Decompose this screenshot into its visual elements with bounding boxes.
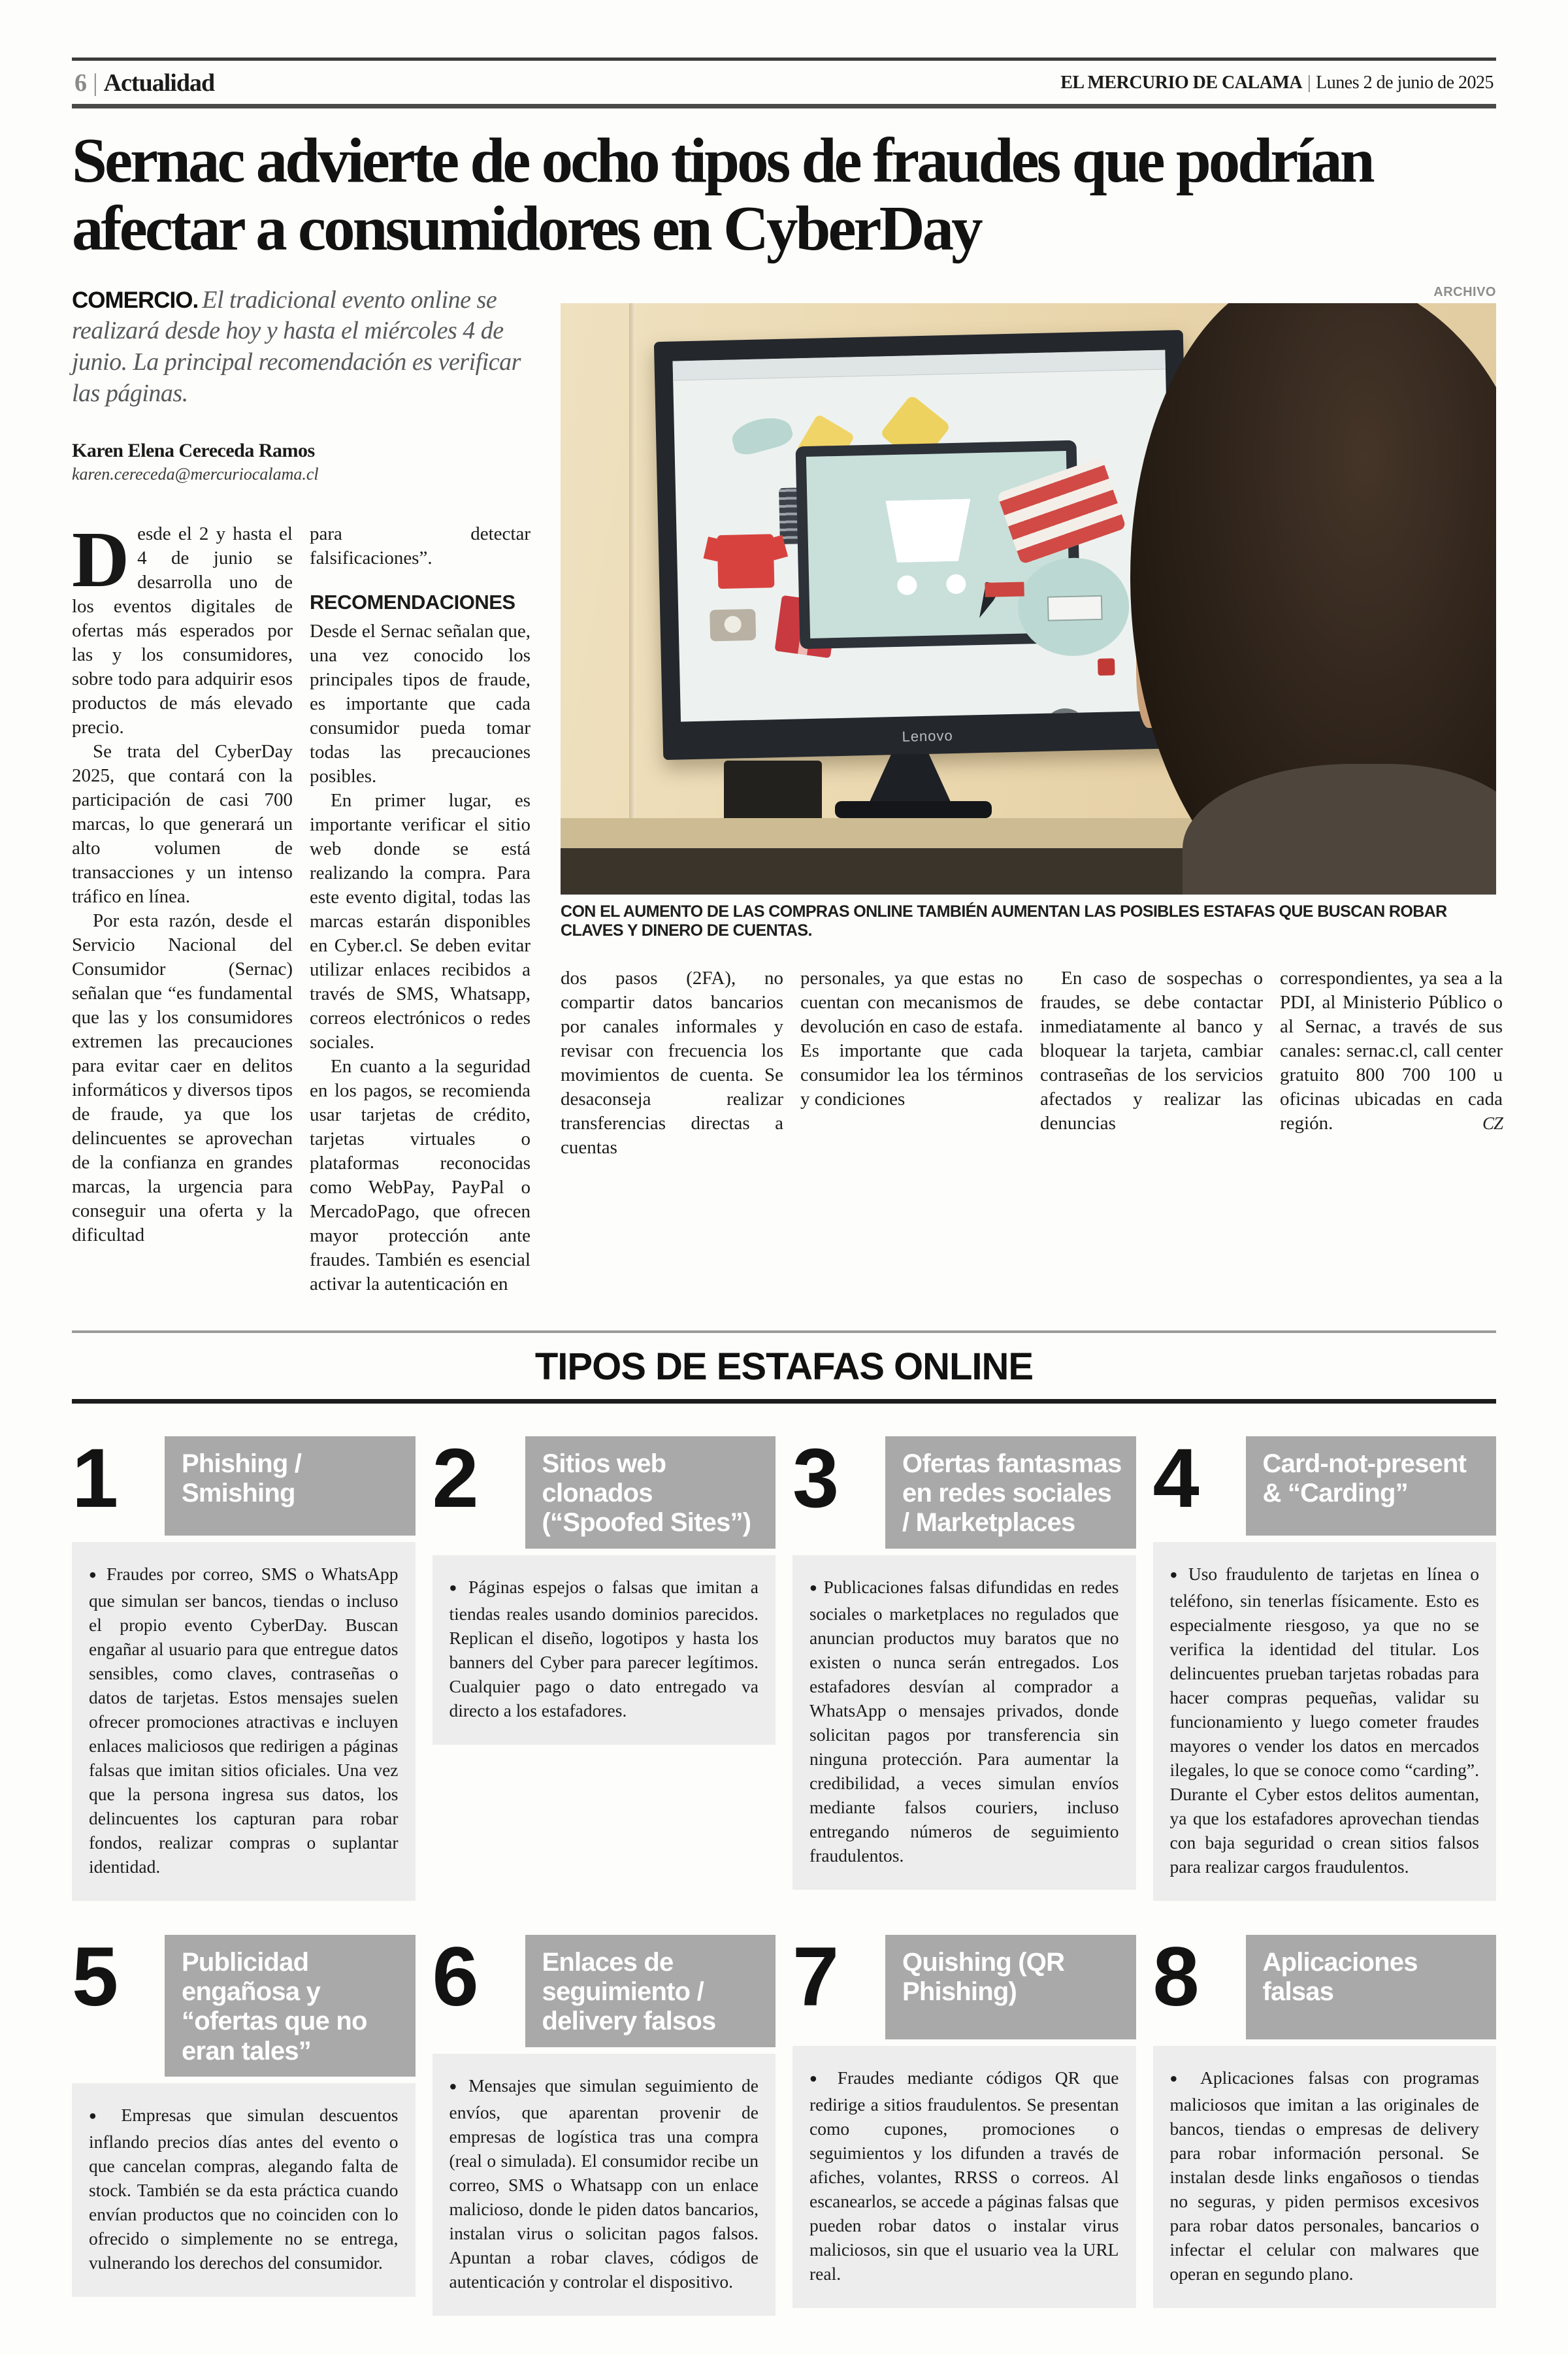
- photo-credit: ARCHIVO: [1433, 284, 1496, 299]
- scam-head: [792, 1930, 1136, 2039]
- edition-date: Lunes 2 de junio de 2025: [1316, 73, 1494, 93]
- sneaker-icon: [728, 412, 794, 458]
- paragraph-text: correspondientes, ya sea a la PDI, al Ministerio Público o al Sernac, a través de sus canales: sernac.cl, call center gratuito 800 700 100 u oficinas ubicadas en cada región.: [1280, 967, 1503, 1134]
- byline-email: karen.cereceda@mercuriocalama.cl: [72, 465, 319, 484]
- drop-cap: D: [72, 516, 130, 604]
- scam-text: ● Empresas que simulan descuentos inflando precios días antes del evento o que cancelan compras, alegando falta de stock. También se da esta práctica cuando envían productos que no coinciden con lo ofrecido o simplemente no se entrega, vulnerando los derechos del consumidor.: [89, 2103, 399, 2275]
- paragraph: Desde el Sernac señalan que, una vez conocido los principales tipos de fraude, es importante que cada consumidor pueda tomar todas las precauciones posibles.: [310, 621, 531, 787]
- camera-icon: [710, 608, 756, 641]
- scam-title: Quishing (QR Phishing): [885, 1935, 1136, 2039]
- text-column-6: [1280, 966, 1503, 1160]
- scam-box-2: [432, 1432, 776, 1901]
- article-bottom-columns: [561, 966, 1503, 1160]
- pc-box: [724, 761, 822, 823]
- scam-text: ● Mensajes que simulan seguimiento de envíos, que aparentan provenir de empresas de logística tras una compra (real o simulada). El consumidor recibe un correo, SMS o Whatsapp con un enlace malicioso, donde le piden datos bancarios, instalan virus o solicitan pagos falsos. Apuntan a robar claves, códigos de autenticación y controlar el dispositivo.: [449, 2073, 759, 2294]
- byline: Karen Elena Cereceda Ramos: [72, 440, 315, 462]
- scam-body: [1153, 1542, 1497, 1901]
- browser-bar: [673, 350, 1166, 380]
- red-dot-icon: [1098, 658, 1115, 676]
- article-lede: [72, 285, 531, 410]
- monitor-brand: Lenovo: [902, 727, 954, 745]
- scam-head: [432, 1432, 776, 1549]
- article-right-column: [561, 284, 1503, 1297]
- scam-body: [433, 1555, 776, 1745]
- scam-title: Sitios web clonados (“Spoofed Sites”): [525, 1436, 776, 1549]
- paragraph: para detectar falsificaciones”.: [310, 523, 531, 569]
- red-bar-icon: [985, 582, 1024, 597]
- scam-text: ● Fraudes mediante códigos QR que redirige a sitios fraudulentos. Se presentan como cupones, promociones o seguimientos y los difunden a través de afiches, volantes, RRSS o correos. Al escanearlos, se accede a páginas falsas que pueden robar datos o instalar virus maliciosos, sin que el usuario vea la URL real.: [809, 2066, 1119, 2286]
- paragraph: [1280, 966, 1503, 1136]
- scam-number: 1: [72, 1432, 114, 1526]
- scam-number: 3: [792, 1432, 834, 1526]
- text-column-3: [561, 966, 783, 1160]
- masthead-divider: |: [1307, 73, 1311, 93]
- text-column-2: [310, 522, 531, 1296]
- scam-text: ● Aplicaciones falsas con programas maliciosos que imitan a las originales de bancos, tiendas o empresas de delivery para robar información personal. Se instalan desde links engañosos o tiendas no seguras, y piden permisos excesivos para robar datos personales, bancarios o infectar el celular con malwares que operan en segundo plano.: [1170, 2066, 1480, 2286]
- tshirt-icon: [717, 534, 775, 589]
- scam-head: [72, 1432, 416, 1536]
- scam-box-6: [432, 1930, 776, 2316]
- masthead-date: [1060, 73, 1494, 93]
- scam-text: ● Uso fraudulento de tarjetas en línea o teléfono, sin tenerlas físicamente. Esto es especialmente riesgoso, ya que no se verifica la identidad del titular. Los delincuentes prueban tarjetas robadas para hacer compras pequeñas, validar su funcionamiento y luego cometer fraudes mayores o vender los datos en mercados ilegales, lo que se conoce como “carding”. Durante el Cyber estos delitos aumentan, ya que los estafadores aprovechan tiendas con baja seguridad o crean sitios falsos para realizar cargos fraudulentos.: [1170, 1562, 1480, 1879]
- photo-caption: CON EL AUMENTO DE LAS COMPRAS ONLINE TAMBIÉN AUMENTAN LAS POSIBLES ESTAFAS QUE BUSCAN ROBAR CLAVES Y DINERO DE CUENTAS.: [561, 902, 1447, 940]
- scams-section-bar: [72, 1330, 1496, 1404]
- scam-number: 4: [1152, 1432, 1194, 1526]
- scam-body: [1153, 2046, 1497, 2308]
- scam-text: ● Fraudes por correo, SMS o WhatsApp que simulan ser bancos, tiendas o incluso el propio evento CyberDay. Buscan engañar al usuario para que entregue datos sensibles, como claves, contraseñas o datos de tarjetas. Estos mensajes suelen ofrecer promociones atractivas e incluyen enlaces maliciosos que redirigen a páginas falsas que imitan sitios oficiales. Una vez que la persona ingresa sus datos, los delincuentes los capturan para robar fondos, realizar compras o suplantar identidad.: [89, 1562, 399, 1879]
- scam-grid: [72, 1432, 1496, 2316]
- section-name: Actualidad: [103, 69, 215, 97]
- scam-title: Card-not-present & “Carding”: [1246, 1436, 1497, 1536]
- scam-text: ● Publicaciones falsas difundidas en redes sociales o marketplaces no regulados que anuncian productos muy baratos que no existen o nunca serán entregados. Los estafadores desvían al comprador a WhatsApp o mensajes privados, donde solicitan pagos por transferencia sin ninguna protección. Para aumentar la credibilidad, a veces simulan envíos mediante falsos couriers, incluso entregando números de seguimiento fraudulentos.: [809, 1575, 1119, 1868]
- text-column-4: [800, 966, 1023, 1160]
- scam-body: [433, 2054, 776, 2316]
- scam-head: [432, 1930, 776, 2047]
- paragraph: dos pasos (2FA), no compartir datos bancarios por canales informales y revisar con frecuencia los movimientos de cuenta. Se desaconseja realizar transferencias directas a cuentas: [561, 967, 783, 1158]
- scam-body: [72, 1542, 416, 1901]
- scam-title: Aplicaciones falsas: [1246, 1935, 1497, 2039]
- scam-box-8: [1152, 1930, 1497, 2316]
- scam-title: Enlaces de seguimiento / delivery falsos: [525, 1935, 776, 2047]
- scam-box-3: [792, 1432, 1136, 1901]
- monitor-screen: [673, 350, 1173, 721]
- scam-number: 7: [792, 1930, 834, 2024]
- scam-body: [792, 2046, 1136, 2308]
- cart-wheel-icon: [897, 575, 917, 595]
- scam-head: [792, 1432, 1136, 1549]
- cart-wheel-icon: [946, 574, 966, 594]
- article-headline: Sernac advierte de ocho tipos de fraudes que podrían afectar a consumidores en CyberDay: [72, 125, 1373, 263]
- scam-title: Publicidad engañosa y “ofertas que no eran tales”: [165, 1935, 416, 2077]
- wall-seam: [629, 303, 636, 895]
- paragraph: Por esta razón, desde el Servicio Nacional del Consumidor (Sernac) señalan que “es fundamental que las y los consumidores extremen las precauciones para evitar caer en delitos informáticos y diversos tipos de fraude, ya que los delincuentes se aprovechan de la confianza en grandes marcas, la urgencia para conseguir una oferta y la dificultad: [72, 910, 293, 1246]
- scam-number: 2: [432, 1432, 474, 1526]
- page-header: [72, 58, 1496, 108]
- scam-head: [1152, 1432, 1497, 1536]
- scam-box-7: [792, 1930, 1136, 2316]
- scam-box-5: [72, 1930, 416, 2316]
- scam-title: Ofertas fantasmas en redes sociales / Marketplaces: [885, 1436, 1136, 1549]
- scam-box-4: [1152, 1432, 1497, 1901]
- text-column-5: [1040, 966, 1263, 1160]
- monitor: [654, 329, 1192, 759]
- text-column-1: [72, 516, 293, 1296]
- masthead: EL MERCURIO DE CALAMA: [1060, 73, 1303, 93]
- paragraph: En caso de sospechas o fraudes, se debe contactar inmediatamente al banco y bloquear la tarjeta, cambiar contraseñas de los servicios afectados y realizar las denuncias: [1040, 967, 1263, 1134]
- monitor-stand: [868, 754, 953, 806]
- paragraph: En primer lugar, es importante verificar el sitio web donde se está realizando la compra. Para este evento digital, todas las marcas estarán disponibles en Cyber.cl. Se deben evitar utilizar enlaces recibidos a través de SMS, Whatsapp, correos electrónicos o redes sociales.: [310, 790, 531, 1053]
- paragraph: Se trata del CyberDay 2025, que contará con la participación de casi 700 marcas, lo que generará un alto volumen de transacciones y un intenso tráfico en línea.: [72, 741, 293, 908]
- scam-title: Phishing / Smishing: [165, 1436, 416, 1536]
- article-text-columns: [72, 516, 531, 1296]
- article-main: [72, 284, 1503, 1297]
- shopping-cart-icon: [885, 499, 972, 563]
- lede-text: El tradicional evento online se realizará desde hoy y hasta el miércoles 4 de junio. La principal recomendación es verificar las páginas.: [72, 286, 521, 408]
- scam-body: [792, 1555, 1136, 1890]
- scam-text: ● Páginas espejos o falsas que imitan a tiendas reales usando dominios parecidos. Replican el diseño, logotipos y hasta los banners del Cyber para parecer legítimos. Cualquier pago o dato entregado va directo a los estafadores.: [449, 1575, 759, 1722]
- recommendations-subhead: RECOMENDACIONES: [310, 591, 515, 614]
- scam-box-1: [72, 1432, 416, 1901]
- page-number: 6: [74, 69, 86, 97]
- paragraph: [72, 516, 293, 740]
- monitor-stand-base: [835, 801, 992, 818]
- article-left-column: [72, 285, 531, 1297]
- scam-body: [72, 2083, 416, 2297]
- paragraph: personales, ya que estas no cuentan con mecanismos de devolución en caso de estafa. Es importante que cada consumidor lea los términos y condiciones: [800, 967, 1023, 1110]
- paragraph-text: esde el 2 y hasta el 4 de junio se desarrolla uno de los eventos digitales de ofertas más esperados por las y los consumidores, sobre todo para adquirir esos productos de más elevado precio.: [72, 523, 293, 738]
- section-label: [74, 69, 214, 97]
- scam-number: 6: [432, 1930, 474, 2024]
- header-divider: |: [93, 69, 97, 97]
- scam-head: [72, 1930, 416, 2077]
- gray-dot-icon: [1047, 708, 1084, 721]
- kicker: COMERCIO.: [72, 287, 199, 313]
- scams-section-title: TIPOS DE ESTAFAS ONLINE: [534, 1345, 1034, 1389]
- scam-head: [1152, 1930, 1497, 2039]
- scam-number: 8: [1152, 1930, 1194, 2024]
- paragraph: En cuanto a la seguridad en los pagos, se recomienda usar tarjetas de crédito, tarjetas virtuales o plataformas reconocidas como WebPay, PayPal o MercadoPago, que ofrecen mayor protección ante fraudes. También es esencial activar la autenticación en: [310, 1056, 531, 1295]
- end-mark: CZ: [1482, 1113, 1503, 1133]
- scam-number: 5: [72, 1930, 114, 2024]
- article-photo: [561, 303, 1496, 895]
